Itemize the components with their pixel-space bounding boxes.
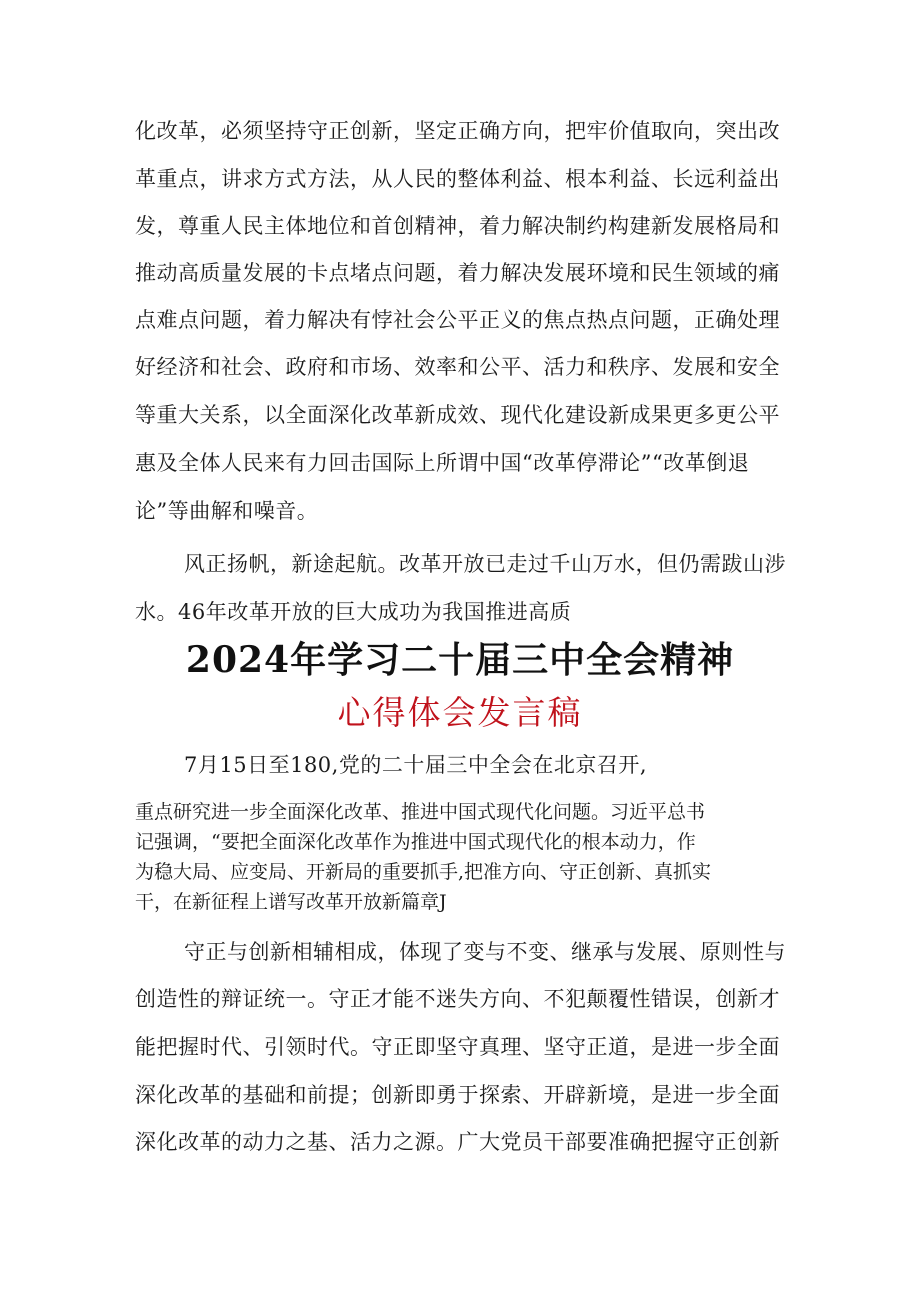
text-line: 为稳大局、应变局、开新局的重要抓手,把准方向、守正创新、真抓实 [135, 861, 712, 883]
text-line: 守正与创新相辅相成，体现了变与不变、继承与发展、原则性与 [184, 940, 786, 964]
text-line: 论”等曲解和噪音。 [135, 499, 319, 523]
text-line: 深化改革的动力之基、活力之源。广大党员干部要准确把握守正创新 [135, 1130, 780, 1154]
text-line: 化改革，必须坚持守正创新，坚定正确方向，把牢价值取向，突出改 [135, 119, 780, 143]
text-line: 水。46年改革开放的巨大成功为我国推进高质 [135, 600, 572, 624]
text-line: 能把握时代、引领时代。守正即坚守真理、坚守正道，是进一步全面 [135, 1035, 780, 1059]
text-line: 等重大关系，以全面深化改革新成效、现代化建设新成果更多更公平 [135, 403, 780, 427]
text-line: 记强调，“要把全面深化改革作为推进中国式现代化的根本动力，作 [135, 831, 696, 853]
document-subtitle: 心得体会发言稿 [337, 693, 583, 732]
text-line: 革重点，讲求方式方法，从人民的整体利益、根本利益、长远利益出 [135, 167, 780, 191]
text-line: 好经济和社会、政府和市场、效率和公平、活力和秩序、发展和安全 [135, 355, 780, 379]
intro-line: 7月15日至180,党的二十届三中全会在北京召开, [184, 753, 648, 777]
text-line: 干，在新征程上谱写改革开放新篇章J [135, 891, 447, 913]
document-title: 2024年学习二十届三中全会精神 [185, 639, 735, 681]
text-line: 点难点问题，着力解决有悖社会公平正义的焦点热点问题，正确处理 [135, 308, 780, 332]
text-line: 风正扬帆，新途起航。改革开放已走过千山万水，但仍需跋山涉 [184, 552, 786, 576]
text-line: 惠及全体人民来有力回击国际上所谓中国“改革停滞论”“改革倒退 [135, 451, 750, 475]
text-line: 推动高质量发展的卡点堵点问题，着力解决发展环境和民生领域的痛 [135, 261, 780, 285]
text-line: 发，尊重人民主体地位和首创精神，着力解决制约构建新发展格局和 [135, 214, 780, 238]
text-line: 深化改革的基础和前提；创新即勇于探索、开辟新境，是进一步全面 [135, 1083, 780, 1107]
text-line: 重点研究进一步全面深化改革、推进中国式现代化问题。习近平总书 [135, 801, 706, 823]
text-line: 创造性的辩证统一。守正才能不迷失方向、不犯颠覆性错误，创新才 [135, 987, 780, 1011]
